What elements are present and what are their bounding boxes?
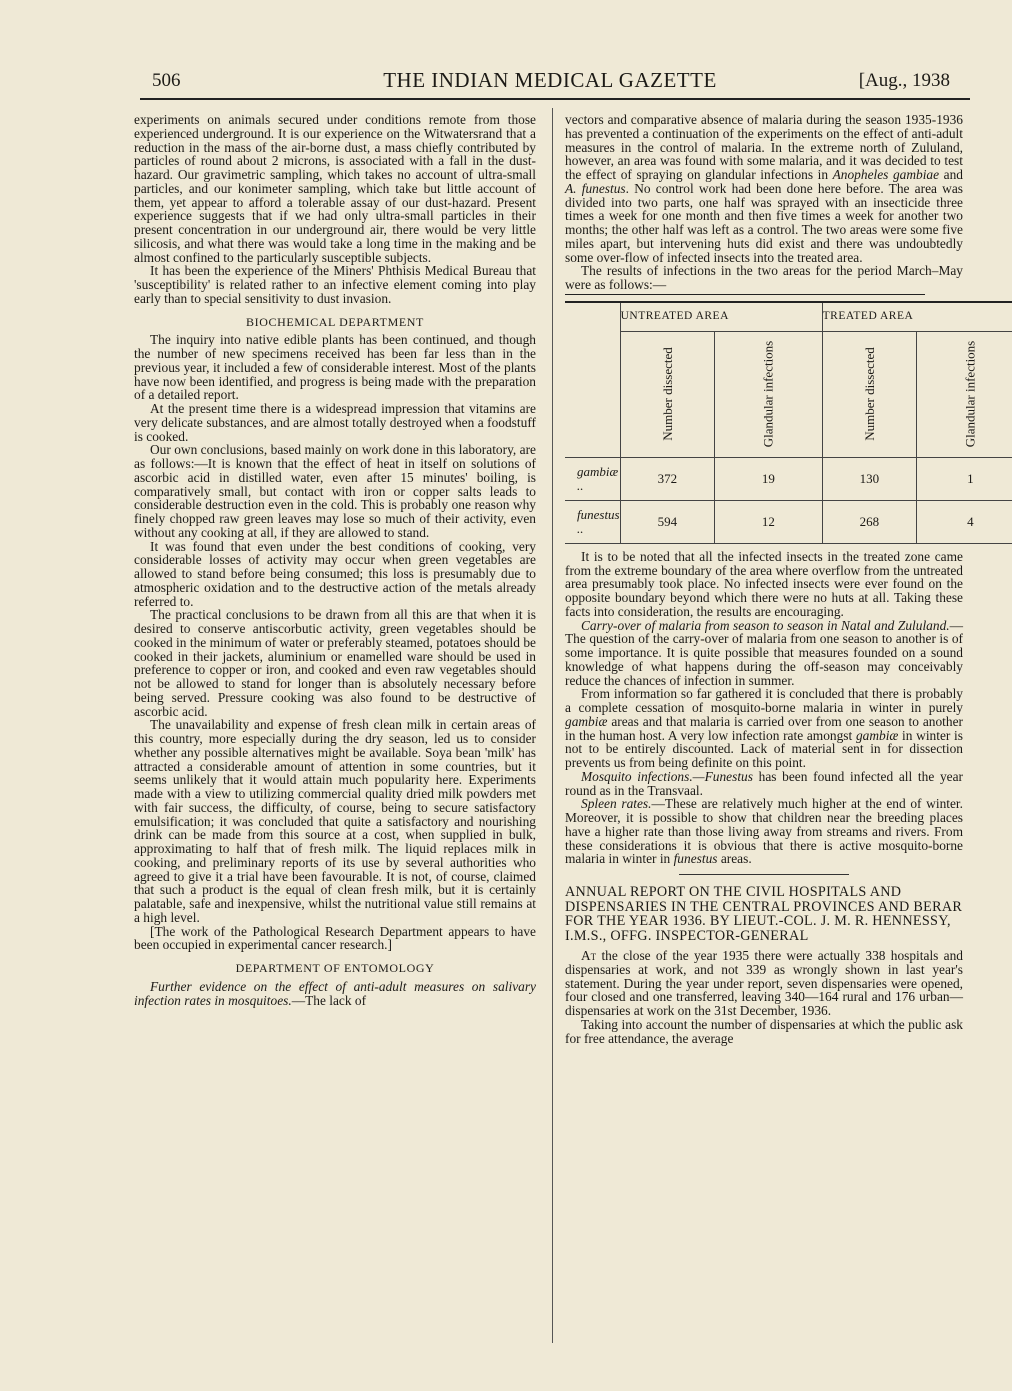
section-divider <box>679 874 849 875</box>
text-run: —The lack of <box>291 992 367 1008</box>
paragraph: Our own conclusions, based mainly on work done in this laboratory, are as follows:—It is known that the effect of heat in itself on solutions of ascorbic acid in distilled water, even after 15 minutes' boiling, is comparatively small, but contact with iron or copper salts leads to considerable destruction even in the cold. This is probably one reason why finely chopped raw green leaves may lose so much of their activity, even without any cooking at all, if they are allowed to stand. <box>134 442 536 540</box>
italic-run: Mosquito infections.—Funestus <box>581 768 753 784</box>
col-header-number-dissected <box>822 331 917 457</box>
journal-title: THE INDIAN MEDICAL GAZETTE <box>383 68 717 92</box>
text-run: . No control work had been done here before. The area was divided into two parts, one half was sprayed with an insecticide three times a week for one month and then five times a week for another two months; the other half was left as a control. The two areas were some five miles apart, but intervening huts did exist and there was undoubtedly some over-flow of infected insects into the treated area. <box>565 180 963 265</box>
row-label <box>565 500 620 543</box>
paragraph: Taking into account the number of dispensaries at which the public ask for free attendance, the average <box>565 1016 963 1046</box>
col-header-text: Number dissected <box>861 347 877 442</box>
paragraph: experiments on animals secured under conditions remote from those experienced underground. It is our experience on the Witwatersrand that a reduction in the mass of the air-borne dust, a mass chiefly contributed by particles of round about 2 microns, is associated with a fall in the dust-hazard. Our gravimetric sampling, which takes no account of ultra-small particles, and our konimeter sampling, which take but little account of them, yet appear to afford a tolerable assay of our dust-hazard. Present experience suggests that if we had only ultra-small particles in their present concentration in our underground air, there would be very little silicosis, and what there was would take a long time in the making and be almost confined to the particularly susceptible subjects. <box>134 112 536 265</box>
paragraph: The unavailability and expense of fresh clean milk in certain areas of this country, more especially during the dry season, led us to consider whether any possible alternatives might be available. Soya bean 'milk' has attracted a considerable amount of attention in some countries, but it seems unlikely that it would attain much popularity here. Experiments made with a view to utilizing commercial quality dried milk powders met with fair success, the difficulty, of course, being to secure satisfactory emulsification; it was concluded that quite a satisfactory and nourishing drink can be made from this source at a cost, when supplied in bulk, approximating to half that of fresh milk. The liquid replaces milk in cooking, and preliminary reports of its use by several authorities who agreed to give it a trial have been favourable. It is not, of course, claimed that such a product is the equal of clean fresh milk, but it is certainly palatable, safe and inexpensive, whilst the nutritional value still remains at a high level. <box>134 717 536 925</box>
table-row <box>565 457 1012 500</box>
text-run: and <box>939 167 963 182</box>
italic-run: Carry-over of malaria from season to season in Natal and Zululand. <box>581 617 950 633</box>
species-name: gambiæ <box>577 464 619 479</box>
italic-run: A. funestus <box>565 180 626 196</box>
text-run: in winter is not to be entirely discounted. Lack of material sent in for dissection prevents us from being definite on this point. <box>565 727 963 770</box>
paragraph: The inquiry into native edible plants has been continued, and though the number of new specimens received has been far less than in the previous year, it included a few of considerable interest. Most of the plants have now been identified, and progress is being made with the preparation of a detailed report. <box>134 332 536 403</box>
italic-run: gambiæ <box>855 727 899 743</box>
paragraph <box>565 949 963 1018</box>
table-cell: 130 <box>822 457 917 500</box>
table-top-rule <box>565 294 925 295</box>
leader-dots: .. <box>577 477 584 493</box>
italic-run: Spleen rates. <box>581 796 652 812</box>
col-header-text: Glandular infections <box>962 341 978 448</box>
infection-table <box>565 301 1012 544</box>
col-header-number-dissected <box>620 331 715 457</box>
running-header <box>150 68 950 96</box>
text-run: the close of the year 1935 there were actually 338 hospitals and dispensaries at work, and not 339 as wrongly shown in last year's statement. During the year under report, seven dispensaries were opened, four closed and one transferred, leaving 340—164 rural and 176 urban—dispensaries at work on the 31st December, 1936. <box>565 948 963 1018</box>
column-divider <box>552 108 553 1343</box>
row-label <box>565 457 620 500</box>
table-row <box>565 500 1012 543</box>
infection-table-wrap <box>565 301 978 544</box>
table-corner <box>565 302 620 458</box>
issue-date: [Aug., 1938 <box>858 70 950 91</box>
page-number: 506 <box>152 70 181 91</box>
section-heading-biochemical: BIOCHEMICAL DEPARTMENT <box>246 314 424 329</box>
paragraph: It is to be noted that all the infected insects in the treated zone came from the extreme boundary of the area where overflow from the untreated area presumably took place. No infected insects were ever found on the opposite boundary beyond which there were no huts at all. Taking these facts into consideration, the results are encouraging. <box>565 548 963 619</box>
col-header-glandular-infections <box>715 331 823 457</box>
text-run: From information so far gathered it is concluded that there is probably a complete cessation of mosquito-borne malaria in winter in purely <box>565 686 963 715</box>
paragraph <box>134 980 536 1008</box>
header-treated-area: TREATED AREA <box>822 302 1012 332</box>
table-cell: 268 <box>822 500 917 543</box>
col-header-text: Number dissected <box>659 347 675 442</box>
paragraph: The results of infections in the two areas for the period March–May were as follows:— <box>565 263 963 292</box>
right-column <box>565 112 978 1046</box>
paragraph: At the present time there is a widespread impression that vitamins are very delicate substances, and are almost totally destroyed when a foodstuff is cooked. <box>134 401 536 444</box>
paragraph <box>565 113 963 264</box>
paragraph <box>565 687 963 770</box>
paragraph <box>565 797 963 866</box>
header-rule <box>140 98 970 100</box>
table-cell: 372 <box>620 457 715 500</box>
section-heading-entomology: DEPARTMENT OF ENTOMOLOGY <box>235 961 435 975</box>
paragraph <box>565 619 963 688</box>
species-name: funestus <box>577 507 620 522</box>
table-cell: 19 <box>715 457 823 500</box>
lead-word: At <box>581 948 597 963</box>
italic-run: gambiæ <box>565 713 608 729</box>
paragraph: It was found that even under the best conditions of cooking, very considerable losses of activity may occur when green vegetables are allowed to stand before being consumed; this loss is presumably due to atmospheric oxidation and to the destructive action of the metals already referred to. <box>134 538 536 609</box>
italic-run: funestus <box>673 851 718 867</box>
italic-run: Further evidence on the effect of anti-adult measures on salivary infection rates in mosquitoes. <box>134 978 536 1008</box>
table-cell: 4 <box>917 500 1012 543</box>
header-untreated-area: UNTREATED AREA <box>620 302 822 332</box>
paragraph <box>565 770 963 798</box>
text-run: areas and that malaria is carried over from one season to another in the human host. A very low infection rate amongst <box>565 713 963 743</box>
paragraph: The practical conclusions to be drawn from all this are that when it is desired to conserve antiscorbutic activity, green vegetables should be cooked in the minimum of water or preferably steamed, potatoes should be cooked in their jackets, aluminium or enamelled ware should be used in preference to copper or iron, and cooked and even raw vegetables should not be allowed to stand for longer than is absolutely necessary before being served. Pressure cooking was also found to be destructive of ascorbic acid. <box>134 607 536 719</box>
text-run: —These are relatively much higher at the end of winter. Moreover, it is possible to show that children near the breeding places have a higher rate than those living away from streams and rivers. From these considerations it is obvious that there is active mosquito-borne malaria in winter in <box>565 796 963 867</box>
text-run: vectors and comparative absence of malaria during the season 1935-1936 has prevented a continuation of the experiments on the effect of anti-adult measures in the control of malaria. In the extreme north of Zululand, however, an area was found with some malaria, and it was decided to test the effect of spraying on glandular infections in <box>565 112 963 182</box>
paragraph: It has been the experience of the Miners' Phthisis Medical Bureau that 'susceptibility' is related rather to an infective element coming into play early than to special sensitivity to dust invasion. <box>134 263 536 306</box>
text-run: —The question of the carry-over of malaria from one season to another is of some importance. It is quite possible that measures founded on a sound knowledge of what happens during the off-season may conceivably reduce the chances of infection in summer. <box>565 617 963 688</box>
col-header-text: Glandular infections <box>760 341 776 448</box>
col-header-glandular-infections <box>917 331 1012 457</box>
table-cell: 12 <box>715 500 823 543</box>
text-run: areas. <box>717 851 752 867</box>
report-title: ANNUAL REPORT ON THE CIVIL HOSPITALS AND DISPENSARIES IN THE CENTRAL PROVINCES AND BERAR FOR THE YEAR 1936. BY LIEUT.-COL. J. M. R. HENNESSY, I.M.S., OFFG. INSPECTOR-GENERAL <box>565 884 963 944</box>
text-run: has been found infected all the year round as in the Transvaal. <box>565 768 963 798</box>
table-cell: 1 <box>917 457 1012 500</box>
leader-dots: .. <box>577 520 584 536</box>
italic-run: Anopheles gambiae <box>832 167 940 182</box>
paragraph: [The work of the Pathological Research Department appears to have been occupied in experimental cancer research.] <box>134 923 536 953</box>
table-cell: 594 <box>620 500 715 543</box>
left-column <box>134 113 536 1007</box>
